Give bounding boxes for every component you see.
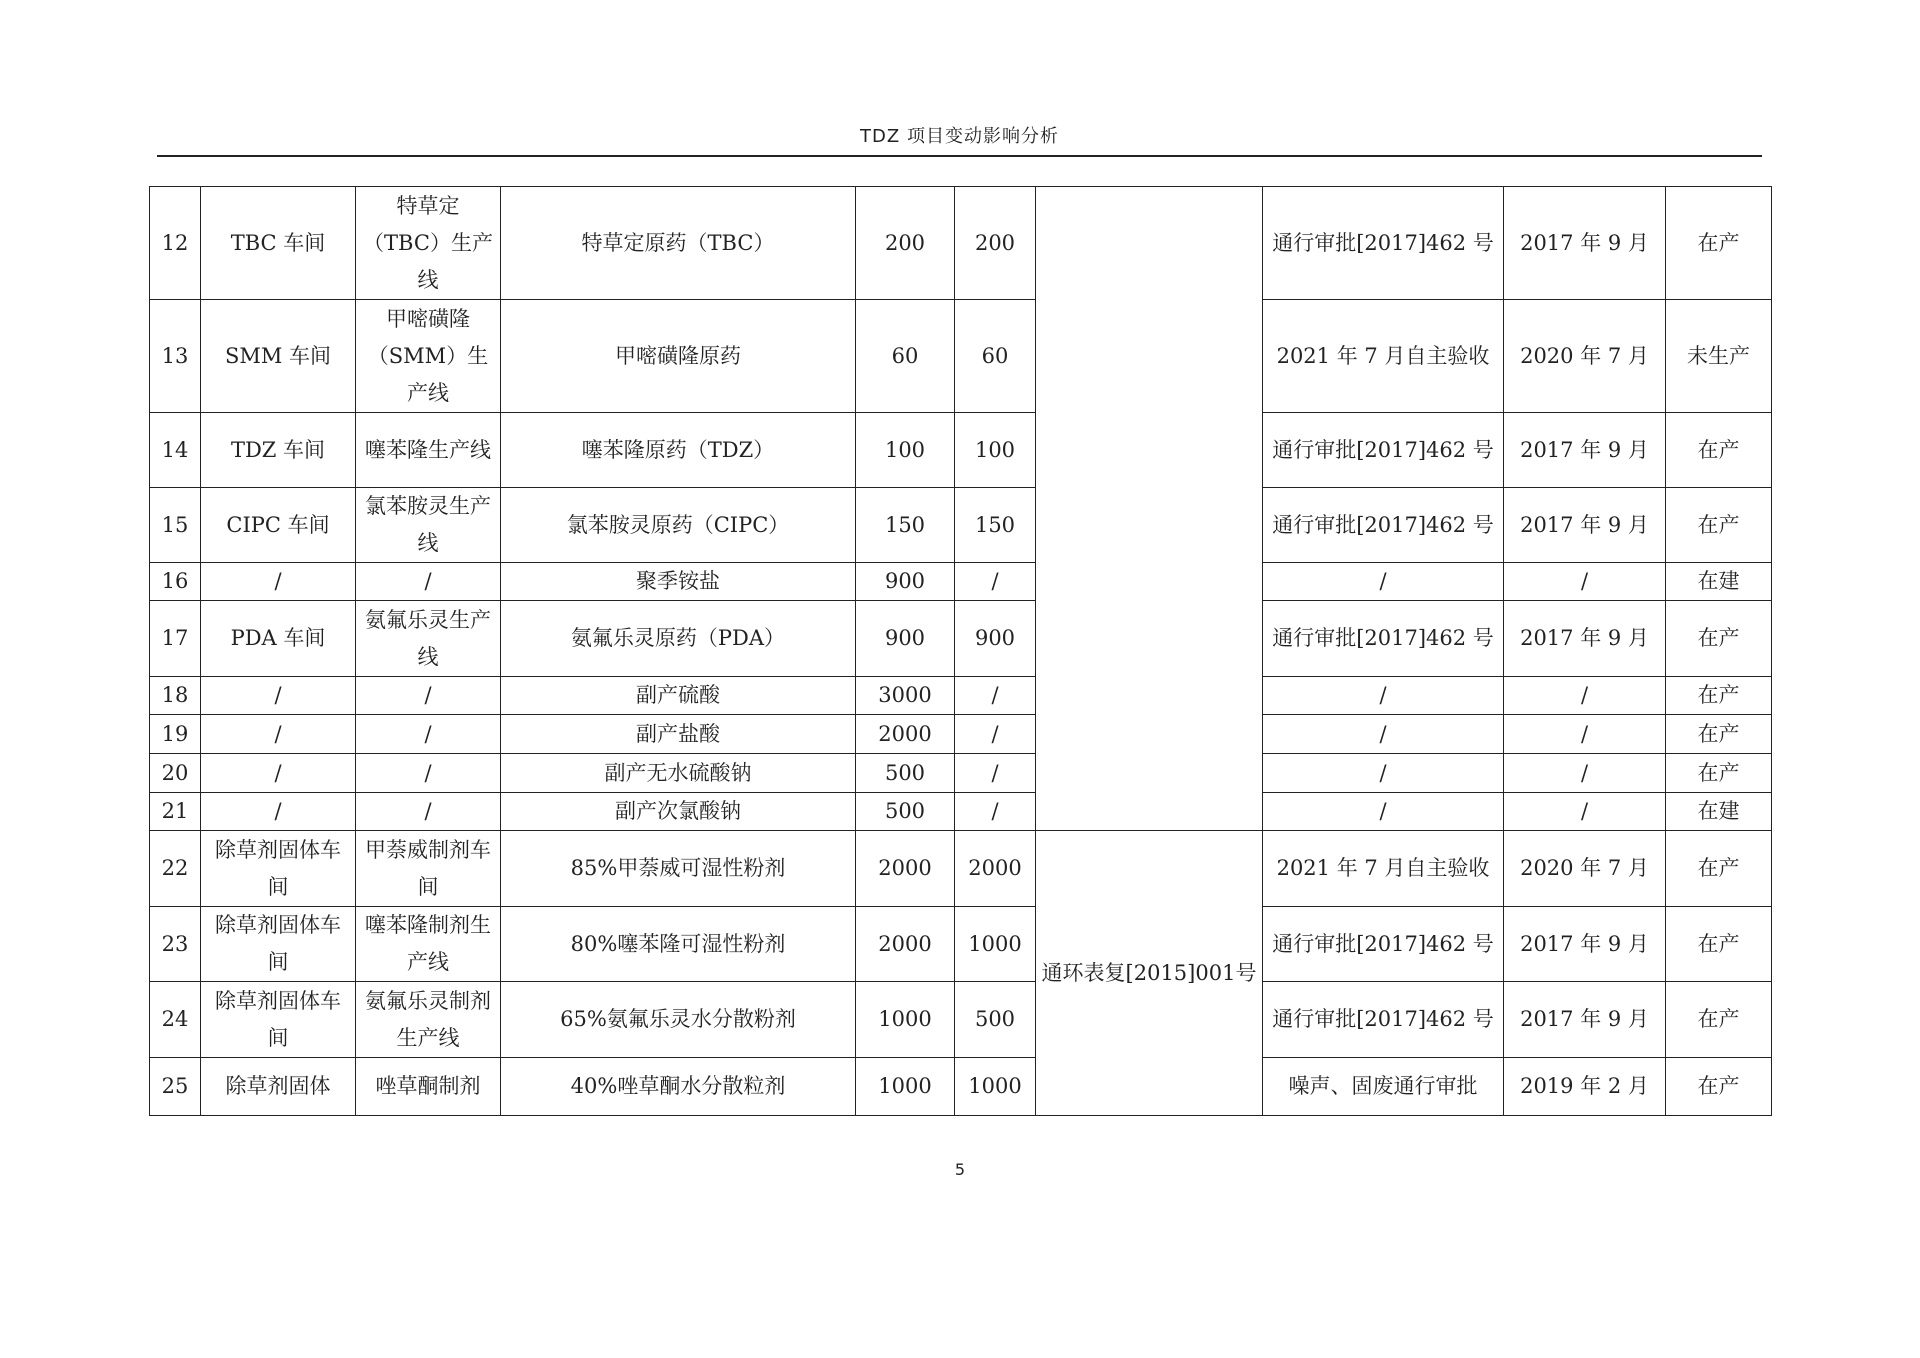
- status-cell: 在产: [1666, 715, 1772, 754]
- date-cell: /: [1504, 793, 1666, 831]
- workshop-cell: TBC 车间: [201, 187, 356, 300]
- product-cell: 65%氨氟乐灵水分散粉剂: [501, 982, 856, 1058]
- row-number: 20: [150, 754, 201, 793]
- production-line-cell: /: [356, 754, 501, 793]
- design-capacity-cell: 2000: [856, 831, 955, 907]
- design-capacity-cell: 500: [856, 793, 955, 831]
- row-number: 15: [150, 488, 201, 563]
- design-capacity-cell: 2000: [856, 715, 955, 754]
- date-cell: /: [1504, 563, 1666, 601]
- production-line-cell: 唑草酮制剂: [356, 1058, 501, 1116]
- date-cell: 2017 年 9 月: [1504, 187, 1666, 300]
- actual-capacity-cell: 1000: [955, 907, 1036, 982]
- header-rule: [157, 155, 1762, 157]
- table-row: [150, 793, 1772, 831]
- table-row: [150, 1058, 1772, 1116]
- design-capacity-cell: 900: [856, 563, 955, 601]
- date-cell: 2020 年 7 月: [1504, 831, 1666, 907]
- table-row: [150, 715, 1772, 754]
- production-line-cell: /: [356, 793, 501, 831]
- row-number: 17: [150, 601, 201, 677]
- row-number: 16: [150, 563, 201, 601]
- acceptance-cell: /: [1263, 754, 1504, 793]
- production-line-cell: 甲嘧磺隆（SMM）生产线: [356, 300, 501, 413]
- acceptance-cell: 通行审批[2017]462 号: [1263, 413, 1504, 488]
- date-cell: 2020 年 7 月: [1504, 300, 1666, 413]
- acceptance-cell: 噪声、固废通行审批: [1263, 1058, 1504, 1116]
- workshop-cell: CIPC 车间: [201, 488, 356, 563]
- row-number: 14: [150, 413, 201, 488]
- date-cell: 2017 年 9 月: [1504, 907, 1666, 982]
- product-cell: 副产硫酸: [501, 677, 856, 715]
- actual-capacity-cell: 60: [955, 300, 1036, 413]
- actual-capacity-cell: 150: [955, 488, 1036, 563]
- acceptance-cell: 2021 年 7 月自主验收: [1263, 300, 1504, 413]
- design-capacity-cell: 200: [856, 187, 955, 300]
- product-cell: 副产盐酸: [501, 715, 856, 754]
- production-line-cell: 氯苯胺灵生产线: [356, 488, 501, 563]
- design-capacity-cell: 3000: [856, 677, 955, 715]
- table-row: [150, 831, 1772, 907]
- production-line-cell: 甲萘威制剂车间: [356, 831, 501, 907]
- row-number: 22: [150, 831, 201, 907]
- date-cell: 2017 年 9 月: [1504, 488, 1666, 563]
- date-cell: /: [1504, 715, 1666, 754]
- status-cell: 在产: [1666, 413, 1772, 488]
- eia-approval-cell-upper: [1036, 187, 1263, 831]
- actual-capacity-cell: /: [955, 754, 1036, 793]
- product-cell: 甲嘧磺隆原药: [501, 300, 856, 413]
- status-cell: 在产: [1666, 982, 1772, 1058]
- actual-capacity-cell: 1000: [955, 1058, 1036, 1116]
- product-cell: 聚季铵盐: [501, 563, 856, 601]
- product-cell: 85%甲萘威可湿性粉剂: [501, 831, 856, 907]
- date-cell: 2017 年 9 月: [1504, 601, 1666, 677]
- workshop-cell: /: [201, 563, 356, 601]
- design-capacity-cell: 150: [856, 488, 955, 563]
- product-cell: 氯苯胺灵原药（CIPC）: [501, 488, 856, 563]
- design-capacity-cell: 1000: [856, 982, 955, 1058]
- table-row: [150, 187, 1772, 300]
- product-cell: 噻苯隆原药（TDZ）: [501, 413, 856, 488]
- table-row: [150, 413, 1772, 488]
- page-header-title: TDZ 项目变动影响分析: [860, 126, 1059, 147]
- design-capacity-cell: 900: [856, 601, 955, 677]
- acceptance-cell: 通行审批[2017]462 号: [1263, 488, 1504, 563]
- acceptance-cell: /: [1263, 563, 1504, 601]
- workshop-cell: PDA 车间: [201, 601, 356, 677]
- design-capacity-cell: 500: [856, 754, 955, 793]
- status-cell: 在产: [1666, 754, 1772, 793]
- status-cell: 在产: [1666, 601, 1772, 677]
- production-line-cell: 氨氟乐灵制剂生产线: [356, 982, 501, 1058]
- status-cell: 未生产: [1666, 300, 1772, 413]
- status-cell: 在产: [1666, 677, 1772, 715]
- acceptance-cell: /: [1263, 715, 1504, 754]
- workshop-cell: /: [201, 715, 356, 754]
- design-capacity-cell: 100: [856, 413, 955, 488]
- production-line-cell: 噻苯隆制剂生产线: [356, 907, 501, 982]
- production-line-cell: 氨氟乐灵生产线: [356, 601, 501, 677]
- acceptance-cell: /: [1263, 793, 1504, 831]
- table-row: [150, 601, 1772, 677]
- acceptance-cell: 通行审批[2017]462 号: [1263, 601, 1504, 677]
- actual-capacity-cell: 2000: [955, 831, 1036, 907]
- production-line-cell: 噻苯隆生产线: [356, 413, 501, 488]
- actual-capacity-cell: 500: [955, 982, 1036, 1058]
- row-number: 21: [150, 793, 201, 831]
- product-cell: 副产次氯酸钠: [501, 793, 856, 831]
- design-capacity-cell: 1000: [856, 1058, 955, 1116]
- workshop-cell: /: [201, 677, 356, 715]
- status-cell: 在产: [1666, 488, 1772, 563]
- table-row: [150, 677, 1772, 715]
- acceptance-cell: 通行审批[2017]462 号: [1263, 187, 1504, 300]
- product-cell: 40%唑草酮水分散粒剂: [501, 1058, 856, 1116]
- acceptance-cell: 通行审批[2017]462 号: [1263, 982, 1504, 1058]
- capacity-table: [149, 186, 1772, 1116]
- product-cell: 氨氟乐灵原药（PDA）: [501, 601, 856, 677]
- workshop-cell: 除草剂固体车间: [201, 907, 356, 982]
- production-line-cell: /: [356, 677, 501, 715]
- status-cell: 在产: [1666, 187, 1772, 300]
- table-row: [150, 488, 1772, 563]
- actual-capacity-cell: 200: [955, 187, 1036, 300]
- status-cell: 在产: [1666, 907, 1772, 982]
- workshop-cell: 除草剂固体: [201, 1058, 356, 1116]
- product-cell: 副产无水硫酸钠: [501, 754, 856, 793]
- product-cell: 特草定原药（TBC）: [501, 187, 856, 300]
- row-number: 13: [150, 300, 201, 413]
- workshop-cell: /: [201, 754, 356, 793]
- product-cell: 80%噻苯隆可湿性粉剂: [501, 907, 856, 982]
- status-cell: 在产: [1666, 831, 1772, 907]
- workshop-cell: SMM 车间: [201, 300, 356, 413]
- actual-capacity-cell: 900: [955, 601, 1036, 677]
- row-number: 25: [150, 1058, 201, 1116]
- production-line-cell: 特草定（TBC）生产线: [356, 187, 501, 300]
- acceptance-cell: /: [1263, 677, 1504, 715]
- row-number: 24: [150, 982, 201, 1058]
- page-number: 5: [954, 1160, 966, 1179]
- actual-capacity-cell: /: [955, 793, 1036, 831]
- production-line-cell: /: [356, 563, 501, 601]
- row-number: 19: [150, 715, 201, 754]
- table-row: [150, 300, 1772, 413]
- eia-approval-cell-lower: 通环表复[2015]001号: [1036, 831, 1263, 1116]
- row-number: 12: [150, 187, 201, 300]
- workshop-cell: TDZ 车间: [201, 413, 356, 488]
- workshop-cell: 除草剂固体车间: [201, 831, 356, 907]
- actual-capacity-cell: 100: [955, 413, 1036, 488]
- status-cell: 在建: [1666, 793, 1772, 831]
- date-cell: /: [1504, 677, 1666, 715]
- table-row: [150, 982, 1772, 1058]
- production-line-cell: /: [356, 715, 501, 754]
- workshop-cell: 除草剂固体车间: [201, 982, 356, 1058]
- design-capacity-cell: 60: [856, 300, 955, 413]
- date-cell: 2017 年 9 月: [1504, 982, 1666, 1058]
- design-capacity-cell: 2000: [856, 907, 955, 982]
- status-cell: 在建: [1666, 563, 1772, 601]
- actual-capacity-cell: /: [955, 563, 1036, 601]
- table-row: [150, 907, 1772, 982]
- table-row: [150, 754, 1772, 793]
- date-cell: 2017 年 9 月: [1504, 413, 1666, 488]
- workshop-cell: /: [201, 793, 356, 831]
- table-row: [150, 563, 1772, 601]
- date-cell: 2019 年 2 月: [1504, 1058, 1666, 1116]
- date-cell: /: [1504, 754, 1666, 793]
- actual-capacity-cell: /: [955, 715, 1036, 754]
- acceptance-cell: 通行审批[2017]462 号: [1263, 907, 1504, 982]
- acceptance-cell: 2021 年 7 月自主验收: [1263, 831, 1504, 907]
- row-number: 18: [150, 677, 201, 715]
- row-number: 23: [150, 907, 201, 982]
- actual-capacity-cell: /: [955, 677, 1036, 715]
- status-cell: 在产: [1666, 1058, 1772, 1116]
